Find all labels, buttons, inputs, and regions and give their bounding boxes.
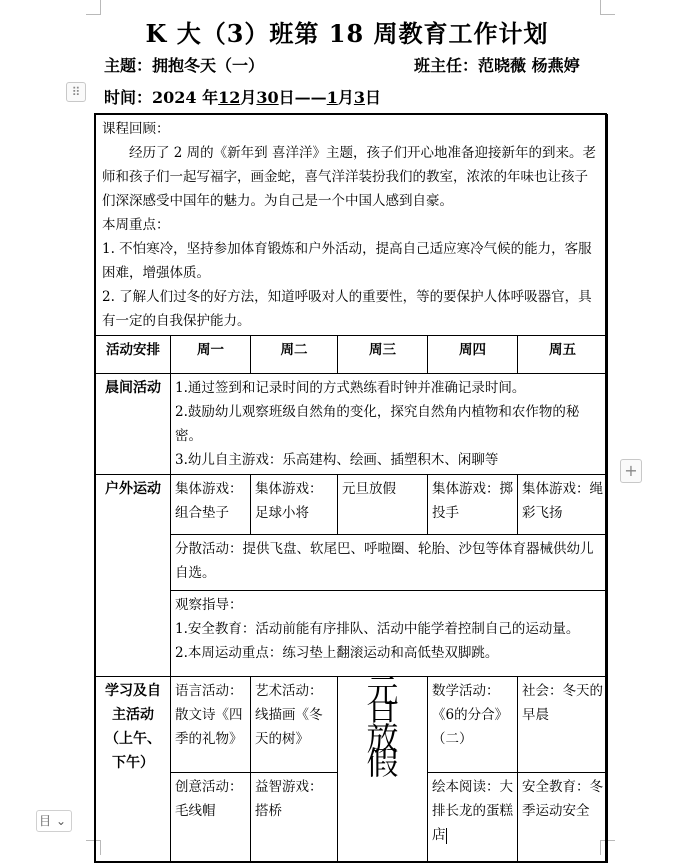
teacher-value: 范晓薇 杨燕婷 bbox=[478, 56, 580, 75]
time-day-end: 3 bbox=[353, 88, 365, 107]
morning-item-2: 2.鼓励幼儿观察班级自然角的变化，探究自然角内植物和农作物的秘密。 bbox=[175, 404, 580, 444]
header-day-thu: 周四 bbox=[428, 336, 518, 374]
time-day-word: 日—— bbox=[278, 88, 327, 107]
review-cell[interactable] bbox=[96, 115, 608, 336]
theme-value: 拥抱冬天（一） bbox=[152, 56, 265, 75]
morning-item-3: 3.幼儿自主游戏：乐高建构、绘画、插塑积木、闲聊等 bbox=[175, 452, 499, 468]
outdoor-game-tue[interactable]: 集体游戏：足球小将 bbox=[251, 475, 338, 535]
study-fri-b[interactable]: 安全教育：冬季运动安全 bbox=[518, 773, 608, 863]
outdoor-guidance-cell[interactable] bbox=[171, 591, 608, 677]
time-month-word-2: 月 bbox=[337, 88, 354, 107]
study-label-line-1: 学习及自 bbox=[105, 683, 161, 699]
outdoor-game-wed[interactable]: 元旦放假 bbox=[338, 475, 428, 535]
morning-label: 晨间活动 bbox=[96, 374, 171, 475]
time-end-word: 日 bbox=[364, 88, 381, 107]
study-label-line-2: 主活动 bbox=[112, 707, 154, 723]
page-corner-mark bbox=[600, 0, 615, 15]
time-month-start: 12 bbox=[218, 88, 241, 107]
time-line bbox=[104, 85, 381, 108]
header-activity: 活动安排 bbox=[96, 336, 171, 374]
outdoor-game-mon[interactable]: 集体游戏：组合垫子 bbox=[171, 475, 251, 535]
study-label-line-3: （上午、 bbox=[105, 731, 161, 747]
time-year: 2024 年 bbox=[152, 88, 219, 107]
page-corner-mark bbox=[86, 0, 101, 15]
guidance-item-2: 2.本周运动重点：练习垫上翻滚运动和高低垫双脚跳。 bbox=[175, 645, 499, 661]
morning-row bbox=[96, 374, 608, 475]
time-month-end: 1 bbox=[326, 88, 338, 107]
study-thu-b: 绘本阅读：大排长龙的蛋糕店 bbox=[432, 779, 513, 843]
table-drag-handle-icon[interactable]: ⠿ bbox=[66, 82, 86, 102]
weekly-plan-table bbox=[95, 114, 608, 863]
document-title: K 大（3）班第 18 周教育工作计划 bbox=[145, 19, 549, 48]
teacher-label: 班主任： bbox=[414, 56, 479, 75]
add-column-icon[interactable]: + bbox=[620, 459, 642, 483]
study-label bbox=[96, 677, 171, 863]
study-holiday-text: 元旦放假 bbox=[366, 672, 399, 782]
teacher-line bbox=[414, 53, 580, 76]
study-mon-b[interactable]: 创意活动：毛线帽 bbox=[171, 773, 251, 863]
header-day-wed: 周三 bbox=[338, 336, 428, 374]
review-paragraph: 经历了 2 周的《新年到 喜洋洋》主题，孩子们开心地准备迎接新年的到来。老师和孩子们一起写福字，画金蛇，喜气洋洋装扮我们的教室，浓浓的年味也让孩子们深深感受中国年的魅力。为自己是一个中国人感到自豪。 bbox=[102, 145, 596, 209]
time-month-word: 月 bbox=[240, 88, 257, 107]
study-tue-a[interactable]: 艺术活动：线描画《冬天的树》 bbox=[251, 677, 338, 773]
guidance-item-1: 1.安全教育：活动前能有序排队、活动中能学着控制自己的运动量。 bbox=[175, 621, 580, 637]
morning-item-1: 1.通过签到和记录时间的方式熟练看时钟并准确记录时间。 bbox=[175, 380, 526, 396]
focus-heading: 本周重点： bbox=[102, 217, 170, 233]
study-row-a bbox=[96, 677, 608, 773]
study-thu-a[interactable]: 数学活动：《6的分合》（二） bbox=[428, 677, 518, 773]
study-tue-b[interactable]: 益智游戏：搭桥 bbox=[251, 773, 338, 863]
header-day-tue: 周二 bbox=[251, 336, 338, 374]
outdoor-game-thu[interactable]: 集体游戏：掷投手 bbox=[428, 475, 518, 535]
outdoor-scattered-row bbox=[96, 535, 608, 591]
header-day-fri: 周五 bbox=[518, 336, 608, 374]
review-heading: 课程回顾： bbox=[102, 121, 170, 137]
header-row bbox=[96, 336, 608, 374]
layout-options-button[interactable] bbox=[36, 810, 72, 832]
study-fri-a[interactable]: 社会：冬天的早晨 bbox=[518, 677, 608, 773]
theme-line bbox=[104, 53, 264, 76]
study-wed-holiday[interactable] bbox=[338, 672, 428, 863]
theme-label: 主题： bbox=[104, 56, 153, 75]
focus-item-1: 1. 不怕寒冷，坚持参加体育锻炼和户外活动，提高自己适应寒冷气候的能力，客服困难，增强体质。 bbox=[102, 241, 592, 281]
focus-item-2: 2. 了解人们过冬的好方法，知道呼吸对人的重要性，等的要保护人体呼吸器官，具有一定的自我保护能力。 bbox=[102, 289, 592, 329]
study-thu-b-cell[interactable] bbox=[428, 773, 518, 863]
time-label: 时间： bbox=[104, 88, 153, 107]
study-mon-a[interactable]: 语言活动：散文诗《四季的礼物》 bbox=[171, 677, 251, 773]
time-day-start: 30 bbox=[256, 88, 279, 107]
header-day-mon: 周一 bbox=[171, 336, 251, 374]
outdoor-guidance-row bbox=[96, 591, 608, 677]
outdoor-game-fri[interactable]: 集体游戏：绳彩飞扬 bbox=[518, 475, 608, 535]
guidance-heading: 观察指导： bbox=[175, 597, 243, 613]
outdoor-scattered[interactable]: 分散活动：提供飞盘、软尾巴、呼啦圈、轮胎、沙包等体育器械供幼儿自选。 bbox=[171, 535, 608, 591]
text-cursor bbox=[446, 828, 447, 844]
review-row bbox=[96, 115, 608, 336]
study-label-line-4: 下午） bbox=[112, 755, 154, 771]
layout-options-icon: 目 bbox=[38, 814, 51, 828]
outdoor-games-row bbox=[96, 475, 608, 535]
morning-cell[interactable] bbox=[171, 374, 608, 475]
chevron-down-icon: ⌄ bbox=[55, 814, 67, 828]
outdoor-label: 户外运动 bbox=[96, 475, 171, 677]
